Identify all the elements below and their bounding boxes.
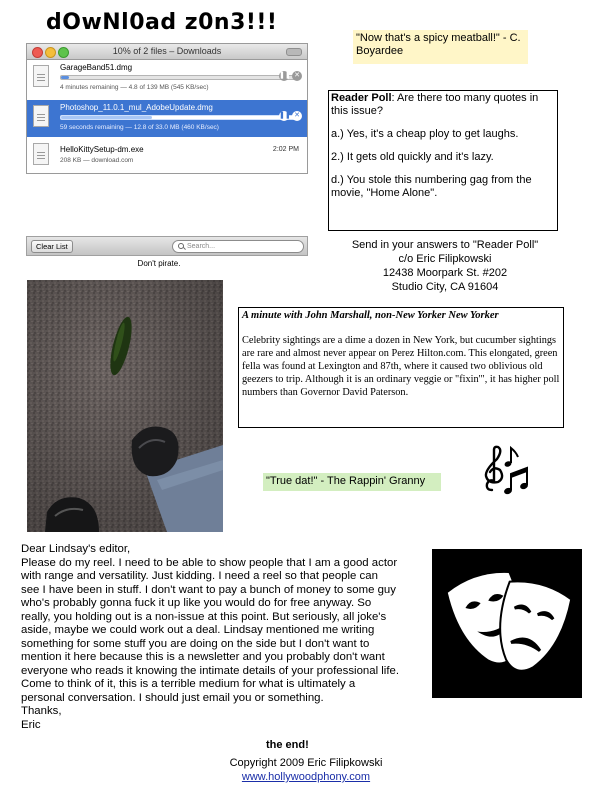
download-item-selected[interactable] xyxy=(27,100,307,137)
newsletter-title: dOwNl0ad z0n3!!! xyxy=(46,10,278,35)
toolbar-toggle-button[interactable] xyxy=(286,48,302,56)
poll-heading: Reader Poll xyxy=(331,92,392,104)
download-filename: GarageBand51.dmg xyxy=(60,63,133,72)
article-title: A minute with John Marshall, non-New Yorker New Yorker xyxy=(242,310,499,321)
poll-question: : Are there too many quotes in this issue? xyxy=(331,92,539,117)
search-placeholder: Search... xyxy=(187,243,216,250)
download-filename: HelloKittySetup-dm.exe xyxy=(60,145,144,154)
file-icon xyxy=(33,143,49,165)
download-progress-bar xyxy=(60,75,296,80)
clear-list-button[interactable]: Clear List xyxy=(31,240,73,253)
letter-greeting: Dear Lindsay's editor, xyxy=(21,543,131,555)
letter-to-editor xyxy=(21,543,399,732)
letter-signature: Eric xyxy=(21,718,41,731)
download-item[interactable] xyxy=(27,60,307,97)
theater-masks-icon xyxy=(432,549,582,698)
poll-option: d.) You stole this numbering gag from the movie, "Home Alone". xyxy=(331,174,532,199)
the-end-label: the end! xyxy=(266,739,309,751)
letter-closing: Thanks, xyxy=(21,705,62,717)
copyright-text: Copyright 2009 Eric Filipkowski xyxy=(229,757,383,769)
address-line: Send in your answers to "Reader Poll" xyxy=(351,239,539,251)
john-marshall-article xyxy=(238,307,564,428)
minimize-window-button[interactable] xyxy=(45,47,56,58)
downloads-window-titlebar xyxy=(27,44,307,60)
download-status: 59 seconds remaining — 12.8 of 33.0 MB (460 KB/sec) xyxy=(60,124,219,131)
file-icon xyxy=(33,65,49,87)
stop-icon[interactable]: ✕ xyxy=(292,111,302,121)
quote-box-boyardee: "Now that's a spicy meatball!" - C. Boyardee xyxy=(353,30,528,64)
poll-option: a.) Yes, it's a cheap ploy to get laughs. xyxy=(331,128,519,140)
file-icon xyxy=(33,105,49,127)
download-progress-bar xyxy=(60,115,296,120)
address-line: 12438 Moorpark St. #202 xyxy=(382,267,508,279)
reader-poll-box xyxy=(328,90,558,231)
search-input[interactable] xyxy=(172,240,304,253)
downloads-window-title: 10% of 2 files – Downloads xyxy=(112,46,222,56)
copyright-footer xyxy=(120,756,492,784)
poll-option: 2.) It gets old quickly and it's lazy. xyxy=(331,151,494,163)
mailing-address xyxy=(330,238,560,294)
search-icon xyxy=(178,243,184,249)
cucumber-photo xyxy=(27,280,223,532)
image-caption: Don't pirate. xyxy=(137,259,181,268)
zoom-window-button[interactable] xyxy=(58,47,69,58)
download-status: 208 KB — download.com xyxy=(60,157,134,164)
download-status: 4 minutes remaining — 4.8 of 139 MB (545 KB/sec) xyxy=(60,84,209,91)
download-item[interactable] xyxy=(27,138,307,175)
download-time: 2:02 PM xyxy=(272,146,299,153)
music-notes-icon xyxy=(478,444,533,496)
website-link[interactable]: www.hollywoodphony.com xyxy=(241,771,371,783)
address-line: c/o Eric Filipkowski xyxy=(398,253,492,265)
address-line: Studio City, CA 91604 xyxy=(391,281,499,293)
article-body: Celebrity sightings are a dime a dozen in New York, but cucumber sightings are rare and almost never appear on Perez Hilton.com. This elongated, green fella was found at Lexington and 87th, where it caused two oblivious old geezers to trip. Although it is an ordinary veggie or "fixin'", it has higher poll numbers than Governor David Paterson. xyxy=(242,335,560,398)
pause-icon[interactable]: ❚❚ xyxy=(279,112,291,119)
download-filename: Photoshop_11.0.1_mul_AdobeUpdate.dmg xyxy=(60,103,213,112)
letter-body: Please do my reel. I need to be able to show people that I am a good actor with range and versatility. Just kidding. I need a reel so that people can see I have been in stuff. I don't want to pay a bunch of money to some guy who's probably gonna fuck it up like you would do for free anyway. So really, you holding out is a non-issue at this point. But seriously, all joke's aside, maybe we could work out a deal. Lindsay mentioned me writing something for some stuff you are doing on the side but I don't want to mention it here because this is a newsletter and you probably don't want everyone who reads it knowing the intimate details of your professional life. Come to think of it, this is a terrible medium for what is ultimately a personal conversation. I should just email you or something. xyxy=(21,556,399,704)
quote-box-rappin-granny: "True dat!" - The Rappin' Granny xyxy=(263,473,441,491)
stop-icon[interactable]: ✕ xyxy=(292,71,302,81)
pause-icon[interactable]: ❚❚ xyxy=(279,72,291,79)
downloads-footer-bar xyxy=(26,236,308,256)
downloads-window xyxy=(26,43,308,174)
close-window-button[interactable] xyxy=(32,47,43,58)
